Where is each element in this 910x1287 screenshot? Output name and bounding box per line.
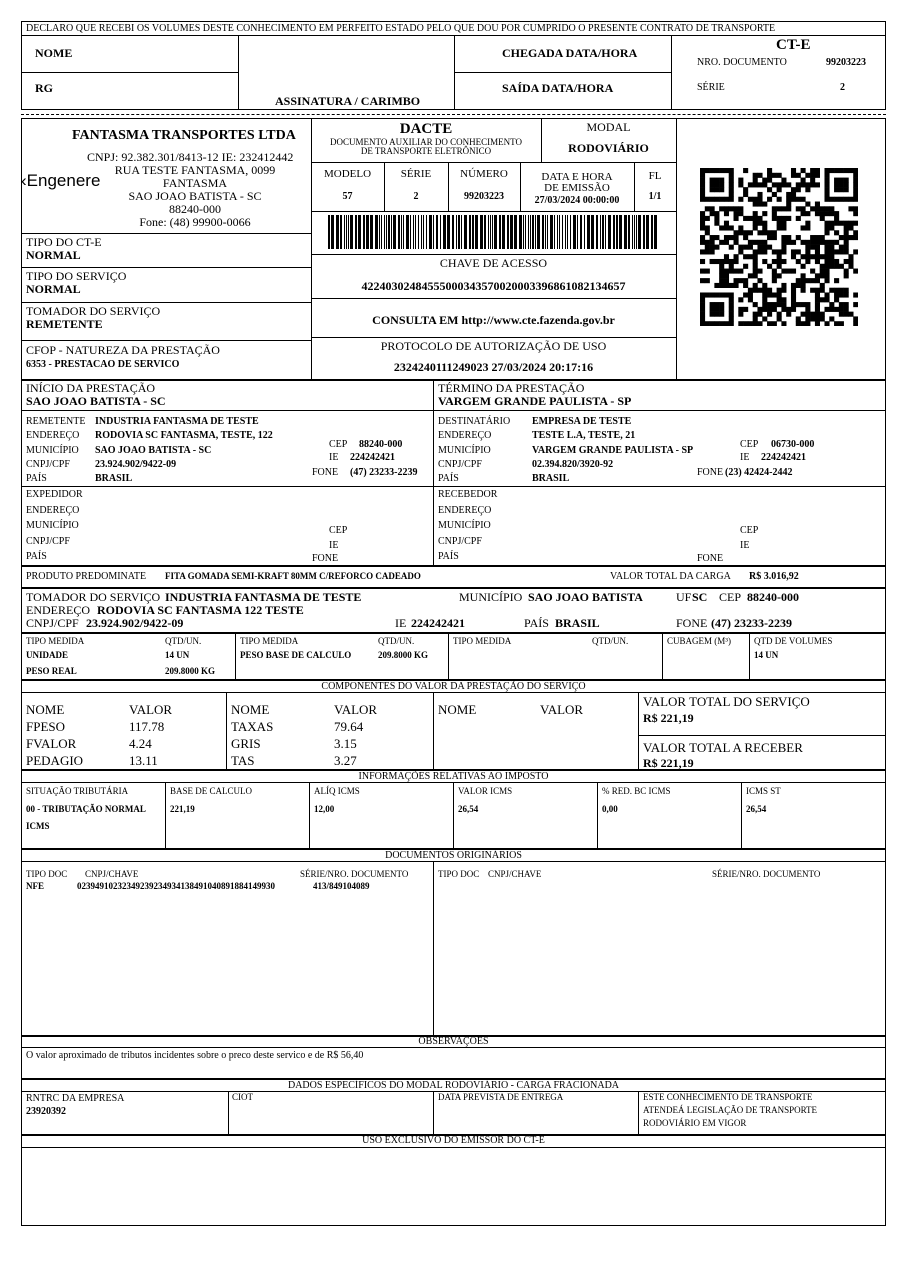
- remetente-pais-label: PAÍS: [26, 473, 47, 484]
- comp-col2-row3-value: 3.27: [334, 753, 357, 768]
- valor-icms-value: 26,54: [458, 804, 479, 814]
- imposto-title: INFORMAÇÕES RELATIVAS AO IMPOSTO: [358, 771, 549, 782]
- modal-rod-title: DADOS ESPECÍFICOS DO MODAL RODOVIÁRIO - CARGA FRACIONADA: [287, 1080, 620, 1091]
- protocolo-value: 2324240111249023 27/03/2024 20:17:16: [393, 360, 594, 374]
- remetente-fone: (47) 23233-2239: [350, 467, 418, 478]
- remetente-fone-label: FONE: [312, 467, 339, 478]
- tomador-mun-label: MUNICÍPIO: [459, 590, 523, 604]
- docs-left-tipo-label: TIPO DOC: [26, 869, 68, 879]
- remetente-cnpj: 23.924.902/9422-09: [95, 459, 177, 470]
- remetente-ie: 224242421: [350, 452, 395, 463]
- serie-value: 2: [413, 191, 419, 202]
- tomador-uf-label: UF: [676, 590, 692, 604]
- destinatario-mun: VARGEM GRANDE PAULISTA - SP: [532, 445, 694, 456]
- termino-label: TÉRMINO DA PRESTAÇÃO: [438, 381, 585, 395]
- expedidor-cep-label: CEP: [329, 525, 348, 536]
- medida-1-tipo-label: TIPO MEDIDA: [26, 636, 85, 646]
- tomador-label: TOMADOR DO SERVIÇO: [26, 304, 161, 318]
- emitter-logo: [21, 172, 100, 191]
- comp-col2-row1-value: 79.64: [334, 719, 364, 734]
- icms-st-value: 26,54: [746, 804, 767, 814]
- data-value: 27/03/2024 00:00:00: [534, 195, 620, 206]
- destinatario-pais: BRASIL: [532, 473, 570, 484]
- logo-chevron-icon: ‹: [21, 171, 27, 190]
- expedidor-fone-label: FONE: [312, 553, 339, 564]
- data-label-2: DE EMISSÃO: [544, 182, 610, 194]
- obs-text: O valor aproximado de tributos incidentes sobre o preco deste servico e de R$ 56,40: [26, 1050, 364, 1061]
- docs-row-chave: 02394910232349239234934138491040891884149930: [77, 881, 275, 891]
- recebedor-cnpj-label: CNPJ/CPF: [438, 536, 482, 547]
- comp-col1-valor-label: VALOR: [129, 702, 173, 717]
- comp-col1-row1-value: 117.78: [129, 719, 165, 734]
- obs-title: OBSERVAÇÕES: [418, 1036, 489, 1047]
- comp-col2-row1-name: TAXAS: [231, 719, 274, 734]
- receipt-signature-label: ASSINATURA / CARIMBO: [275, 94, 421, 108]
- emitter-cnpj-ie: CNPJ: 92.382.301/8413-12 IE: 232412442: [87, 150, 294, 164]
- expedidor-end-label: ENDEREÇO: [26, 505, 80, 516]
- receipt-nome-label: NOME: [35, 46, 73, 60]
- dacte-title: DACTE: [399, 121, 453, 137]
- base-label: BASE DE CALCULO: [170, 786, 253, 796]
- consulta-text: CONSULTA EM http://www.cte.fazenda.gov.br: [372, 313, 615, 327]
- emitter-logo-text: Engenere: [26, 171, 101, 190]
- recebedor-label: RECEBEDOR: [438, 489, 498, 500]
- aliq-value: 12,00: [314, 804, 335, 814]
- volumes-value: 14 UN: [754, 650, 779, 660]
- red-label: % RED. BC ICMS: [602, 786, 671, 796]
- destinatario-fone: (23) 42424-2442: [725, 467, 793, 478]
- modal-label: MODAL: [586, 120, 631, 134]
- recebedor-fone-label: FONE: [697, 553, 724, 564]
- ciot-label: CIOT: [232, 1092, 253, 1102]
- produto-value: FITA GOMADA SEMI-KRAFT 80MM C/REFORCO CADEADO: [165, 571, 421, 581]
- medida-1-qtd-label: QTD/UN.: [165, 636, 202, 646]
- medida-1-tipo-2: PESO REAL: [26, 666, 77, 676]
- tomador-end: RODOVIA SC FANTASMA 122 TESTE: [97, 603, 304, 617]
- tomador-ie-label: IE: [395, 616, 407, 630]
- fl-value: 1/1: [648, 191, 662, 202]
- tomador-cnpj: 23.924.902/9422-09: [86, 616, 184, 630]
- sit-value-2: ICMS: [26, 821, 50, 831]
- qr-code: [700, 168, 858, 326]
- destinatario-ie-label: IE: [740, 452, 750, 463]
- receipt-nro-value: 99203223: [826, 57, 866, 68]
- comp-col3-valor-label: VALOR: [540, 702, 584, 717]
- destinatario-cnpj: 02.394.820/3920-92: [532, 459, 614, 470]
- modal-value: RODOVIÁRIO: [568, 141, 649, 155]
- destinatario-cep: 06730-000: [771, 439, 815, 450]
- destinatario-cnpj-label: CNPJ/CPF: [438, 459, 482, 470]
- tomador-end-label: ENDEREÇO: [26, 603, 90, 617]
- barcode: [328, 215, 658, 249]
- destinatario-ie: 224242421: [761, 452, 806, 463]
- fl-label: FL: [648, 170, 662, 182]
- comp-col1-row2-name: FVALOR: [26, 736, 77, 751]
- legal-text-3: RODOVIÁRIO EM VIGOR: [643, 1118, 747, 1128]
- entrega-label: DATA PREVISTA DE ENTREGA: [438, 1092, 564, 1102]
- docs-left-chave-label: CNPJ/CHAVE: [85, 869, 139, 879]
- comp-col2-nome-label: NOME: [231, 702, 270, 717]
- dacte-subtitle-1: DOCUMENTO AUXILIAR DO CONHECIMENTO: [330, 137, 522, 147]
- total-receber-value: R$ 221,19: [643, 756, 694, 770]
- valor-icms-label: VALOR ICMS: [458, 786, 513, 796]
- expedidor-pais-label: PAÍS: [26, 551, 47, 562]
- aliq-label: ALÍQ ICMS: [314, 786, 360, 796]
- comp-col2-row2-name: GRIS: [231, 736, 261, 751]
- remetente-cnpj-label: CNPJ/CPF: [26, 459, 70, 470]
- comp-col1-row2-value: 4.24: [129, 736, 152, 751]
- tomador-cep-label: CEP: [719, 590, 742, 604]
- destinatario-end-label: ENDEREÇO: [438, 430, 492, 441]
- rntrc-label: RNTRC DA EMPRESA: [26, 1093, 125, 1104]
- tipo-servico-value: NORMAL: [26, 282, 81, 296]
- recebedor-mun-label: MUNICÍPIO: [438, 520, 491, 531]
- receipt-serie-value: 2: [840, 82, 845, 93]
- expedidor-mun-label: MUNICÍPIO: [26, 520, 79, 531]
- total-receber-label: VALOR TOTAL A RECEBER: [643, 740, 803, 755]
- receipt-declaration: DECLARO QUE RECEBI OS VOLUMES DESTE CONHECIMENTO EM PERFEITO ESTADO PELO QUE DOU POR CUMPRIDO O PRESENTE CONTRATO DE TRANSPORTE: [26, 23, 776, 34]
- emitter-name: FANTASMA TRANSPORTES LTDA: [72, 128, 296, 143]
- comp-col1-row3-value: 13.11: [129, 753, 158, 768]
- cubagem-label: CUBAGEM (M³): [667, 636, 731, 646]
- componentes-title: COMPONENTES DO VALOR DA PRESTAÇÃO DO SERVIÇO: [321, 681, 586, 692]
- docs-right-chave-label: CNPJ/CHAVE: [488, 869, 542, 879]
- tomador-pais: BRASIL: [555, 616, 600, 630]
- remetente-name: INDUSTRIA FANTASMA DE TESTE: [95, 416, 259, 427]
- expedidor-label: EXPEDIDOR: [26, 489, 83, 500]
- inicio-value: SAO JOAO BATISTA - SC: [26, 394, 166, 408]
- base-value: 221,19: [170, 804, 195, 814]
- tipo-cte-label: TIPO DO CT-E: [26, 235, 102, 249]
- docs-right-tipo-label: TIPO DOC: [438, 869, 480, 879]
- remetente-cep: 88240-000: [359, 439, 403, 450]
- produto-total-label: VALOR TOTAL DA CARGA: [610, 571, 731, 582]
- total-servico-value: R$ 221,19: [643, 711, 694, 725]
- numero-value: 99203223: [464, 191, 504, 202]
- tomador-pais-label: PAÍS: [524, 616, 549, 630]
- tomador-fone-label: FONE: [676, 616, 708, 630]
- sit-value-1: 00 - TRIBUTAÇÃO NORMAL: [26, 804, 146, 814]
- emitter-address-3: SAO JOAO BATISTA - SC: [128, 189, 262, 203]
- medida-3-tipo-label: TIPO MEDIDA: [453, 636, 512, 646]
- medida-2-tipo-label: TIPO MEDIDA: [240, 636, 299, 646]
- total-servico-label: VALOR TOTAL DO SERVIÇO: [643, 694, 810, 709]
- volumes-label: QTD DE VOLUMES: [754, 636, 833, 646]
- remetente-mun: SAO JOAO BATISTA - SC: [95, 445, 212, 456]
- remetente-label: REMETENTE: [26, 416, 86, 427]
- uso-title: USO EXCLUSIVO DO EMISSOR DO CT-E: [362, 1135, 545, 1146]
- cfop-label: CFOP - NATUREZA DA PRESTAÇÃO: [26, 343, 220, 357]
- modelo-value: 57: [342, 191, 353, 202]
- tipo-cte-value: NORMAL: [26, 248, 81, 262]
- medida-2-tipo-1: PESO BASE DE CALCULO: [240, 650, 352, 660]
- medida-1-qtd-2: 209.8000 KG: [165, 666, 216, 676]
- docs-left-serie-label: SÉRIE/NRO. DOCUMENTO: [300, 869, 409, 879]
- produto-label: PRODUTO PREDOMINATE: [26, 571, 147, 582]
- numero-label: NÚMERO: [460, 168, 508, 180]
- tomador-mun: SAO JOAO BATISTA: [528, 590, 643, 604]
- receipt-cte-title: CT-E: [776, 37, 811, 53]
- icms-st-label: ICMS ST: [746, 786, 781, 796]
- tomador-fone: (47) 23233-2239: [711, 616, 792, 630]
- medida-3-qtd-label: QTD/UN.: [592, 636, 629, 646]
- rntrc-value: 23920392: [26, 1106, 66, 1117]
- tipo-servico-label: TIPO DO SERVIÇO: [26, 269, 127, 283]
- medida-1-qtd-1: 14 UN: [165, 650, 190, 660]
- recebedor-end-label: ENDEREÇO: [438, 505, 492, 516]
- receipt-departure-label: SAÍDA DATA/HORA: [502, 81, 614, 95]
- receipt-rg-label: RG: [35, 81, 53, 95]
- destinatario-end: TESTE L.A, TESTE, 21: [532, 430, 636, 441]
- tomador-uf: SC: [692, 590, 708, 604]
- comp-col2-row3-name: TAS: [231, 753, 255, 768]
- comp-col2-valor-label: VALOR: [334, 702, 378, 717]
- docs-row-tipo: NFE: [26, 881, 44, 891]
- destinatario-label: DESTINATÁRIO: [438, 416, 511, 427]
- medida-2-qtd-1: 209.8000 KG: [378, 650, 429, 660]
- cfop-value: 6353 - PRESTACAO DE SERVICO: [26, 359, 180, 370]
- chave-value: 42240302484555000343570020003396861082134657: [361, 279, 626, 293]
- tomador-value: REMETENTE: [26, 317, 103, 331]
- docs-row-serie: 413/849104089: [313, 881, 370, 891]
- remetente-end-label: ENDEREÇO: [26, 430, 80, 441]
- tomador-section-label: TOMADOR DO SERVIÇO: [26, 590, 161, 604]
- destinatario-name: EMPRESA DE TESTE: [532, 416, 632, 427]
- remetente-pais: BRASIL: [95, 473, 133, 484]
- red-value: 0,00: [602, 804, 618, 814]
- emitter-cep: 88240-000: [169, 202, 221, 216]
- recebedor-cep-label: CEP: [740, 525, 759, 536]
- protocolo-label: PROTOCOLO DE AUTORIZAÇÃO DE USO: [380, 339, 607, 353]
- expedidor-ie-label: IE: [329, 540, 339, 551]
- destinatario-mun-label: MUNICÍPIO: [438, 445, 491, 456]
- legal-text-1: ESTE CONHECIMENTO DE TRANSPORTE: [643, 1092, 813, 1102]
- comp-col1-row3-name: PEDAGIO: [26, 753, 84, 768]
- serie-label: SÉRIE: [400, 168, 432, 180]
- recebedor-pais-label: PAÍS: [438, 551, 459, 562]
- legal-text-2: ATENDEÁ LEGISLAÇÃO DE TRANSPORTE: [643, 1105, 818, 1115]
- comp-col1-row1-name: FPESO: [26, 719, 66, 734]
- remetente-ie-label: IE: [329, 452, 339, 463]
- comp-col3-nome-label: NOME: [438, 702, 477, 717]
- dacte-subtitle-2: DE TRANSPORTE ELETRÔNICO: [360, 146, 492, 156]
- expedidor-cnpj-label: CNPJ/CPF: [26, 536, 70, 547]
- sit-label: SITUAÇÃO TRIBUTÁRIA: [26, 786, 129, 796]
- tomador-cnpj-label: CNPJ/CPF: [26, 616, 79, 630]
- destinatario-fone-label: FONE: [697, 467, 724, 478]
- remetente-end: RODOVIA SC FANTASMA, TESTE, 122: [95, 430, 273, 441]
- tomador-cep: 88240-000: [747, 590, 799, 604]
- remetente-mun-label: MUNICÍPIO: [26, 445, 79, 456]
- remetente-cep-label: CEP: [329, 439, 348, 450]
- docs-title: DOCUMENTOS ORIGINÁRIOS: [385, 850, 522, 861]
- tomador-name: INDUSTRIA FANTASMA DE TESTE: [165, 590, 362, 604]
- receipt-arrival-label: CHEGADA DATA/HORA: [502, 46, 638, 60]
- medida-2-qtd-label: QTD/UN.: [378, 636, 415, 646]
- receipt-nro-label: NRO. DOCUMENTO: [697, 57, 787, 68]
- data-label-1: DATA E HORA: [541, 171, 613, 183]
- produto-total-value: R$ 3.016,92: [749, 571, 799, 582]
- chave-label: CHAVE DE ACESSO: [439, 256, 548, 270]
- emitter-address-2: FANTASMA: [162, 176, 228, 190]
- emitter-address-1: RUA TESTE FANTASMA, 0099: [114, 163, 276, 177]
- receipt-serie-label: SÉRIE: [697, 82, 725, 93]
- medida-1-tipo-1: UNIDADE: [26, 650, 69, 660]
- modelo-label: MODELO: [323, 168, 372, 180]
- tomador-ie: 224242421: [411, 616, 465, 630]
- recebedor-ie-label: IE: [740, 540, 750, 551]
- destinatario-cep-label: CEP: [740, 439, 759, 450]
- comp-col2-row2-value: 3.15: [334, 736, 357, 751]
- emitter-fone: Fone: (48) 99900-0066: [139, 215, 251, 229]
- destinatario-pais-label: PAÍS: [438, 473, 459, 484]
- inicio-label: INÍCIO DA PRESTAÇÃO: [26, 381, 156, 395]
- comp-col1-nome-label: NOME: [26, 702, 65, 717]
- termino-value: VARGEM GRANDE PAULISTA - SP: [438, 394, 632, 408]
- docs-right-serie-label: SÉRIE/NRO. DOCUMENTO: [712, 869, 821, 879]
